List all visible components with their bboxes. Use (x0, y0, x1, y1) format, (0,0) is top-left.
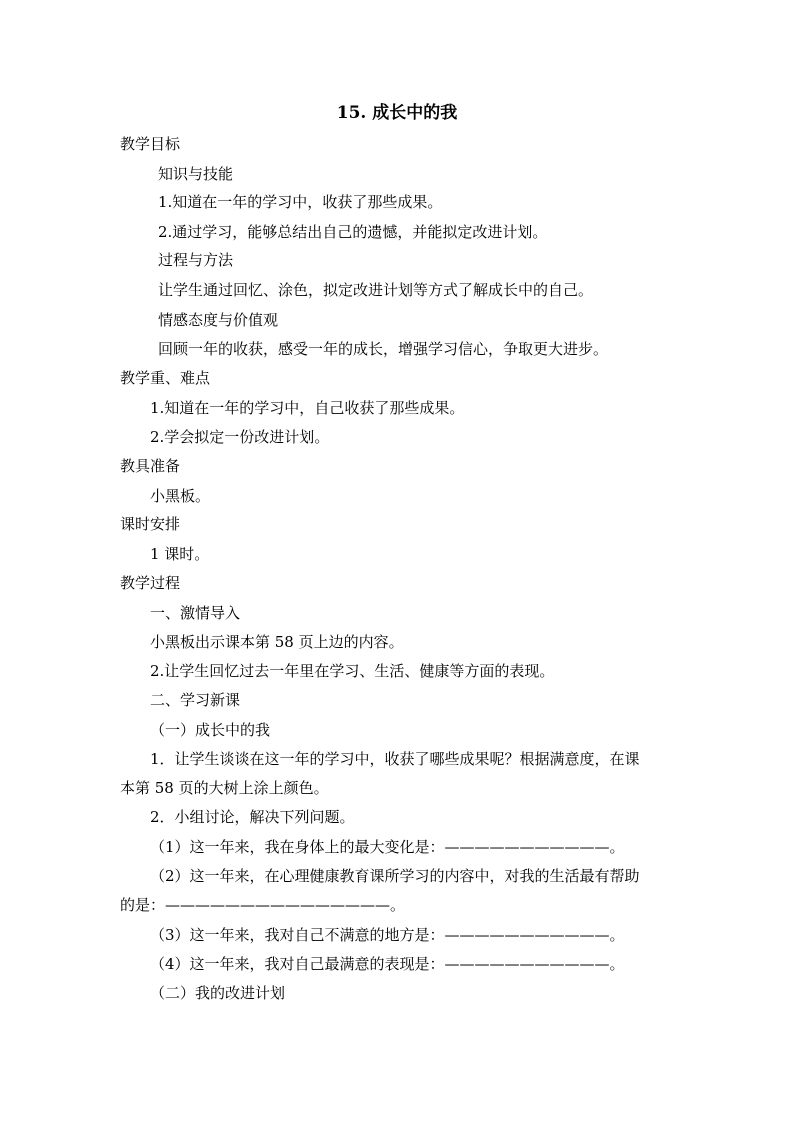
paragraph: 让学生通过回忆、涂色，拟定改进计划等方式了解成长中的自己。 (158, 281, 594, 299)
question-item: （1）这一年来，我在身体上的最大变化是：———————————。 (150, 838, 625, 856)
paragraph: 1．让学生谈谈在这一年的学习中，收获了哪些成果呢？根据满意度，在课 (150, 750, 640, 768)
paragraph: 1 课时。 (150, 545, 210, 563)
heading-key-points: 教学重、难点 (120, 369, 211, 387)
subheading-growing-me: （一）成长中的我 (150, 721, 271, 739)
question-item: （2）这一年来，在心理健康教育课所学习的内容中，对我的生活最有帮助 (150, 867, 640, 885)
paragraph-continuation: 本第 58 页的大树上涂上颜色。 (120, 779, 329, 797)
paragraph: 2.通过学习，能够总结出自己的遗憾，并能拟定改进计划。 (158, 223, 548, 241)
document-title: 15. 成长中的我 (336, 103, 458, 123)
paragraph: 1.知道在一年的学习中，自己收获了那些成果。 (150, 399, 465, 417)
subheading-process: 过程与方法 (158, 251, 234, 269)
question-item: （4）这一年来，我对自己最满意的表现是：———————————。 (150, 955, 625, 973)
paragraph: 2．小组讨论，解决下列问题。 (150, 808, 355, 826)
subheading-intro: 一、激情导入 (150, 604, 241, 622)
paragraph: 1.知道在一年的学习中，收获了那些成果。 (158, 193, 443, 211)
heading-process: 教学过程 (120, 574, 181, 592)
subheading-improvement-plan: （二）我的改进计划 (150, 984, 286, 1002)
subheading-attitude: 情感态度与价值观 (158, 311, 279, 329)
heading-schedule: 课时安排 (120, 515, 181, 533)
heading-materials: 教具准备 (120, 457, 181, 475)
paragraph: 小黑板出示课本第 58 页上边的内容。 (150, 633, 404, 651)
paragraph: 2.让学生回忆过去一年里在学习、生活、健康等方面的表现。 (150, 662, 555, 680)
heading-objectives: 教学目标 (120, 135, 181, 153)
question-item-continuation: 的是：———————————————。 (120, 896, 406, 914)
subheading-new-lesson: 二、学习新课 (150, 691, 241, 709)
question-item: （3）这一年来，我对自己不满意的地方是：———————————。 (150, 926, 625, 944)
subheading-knowledge: 知识与技能 (158, 165, 234, 183)
paragraph: 小黑板。 (150, 487, 211, 505)
paragraph: 2.学会拟定一份改进计划。 (150, 428, 330, 446)
paragraph: 回顾一年的收获，感受一年的成长，增强学习信心，争取更大进步。 (158, 340, 609, 358)
